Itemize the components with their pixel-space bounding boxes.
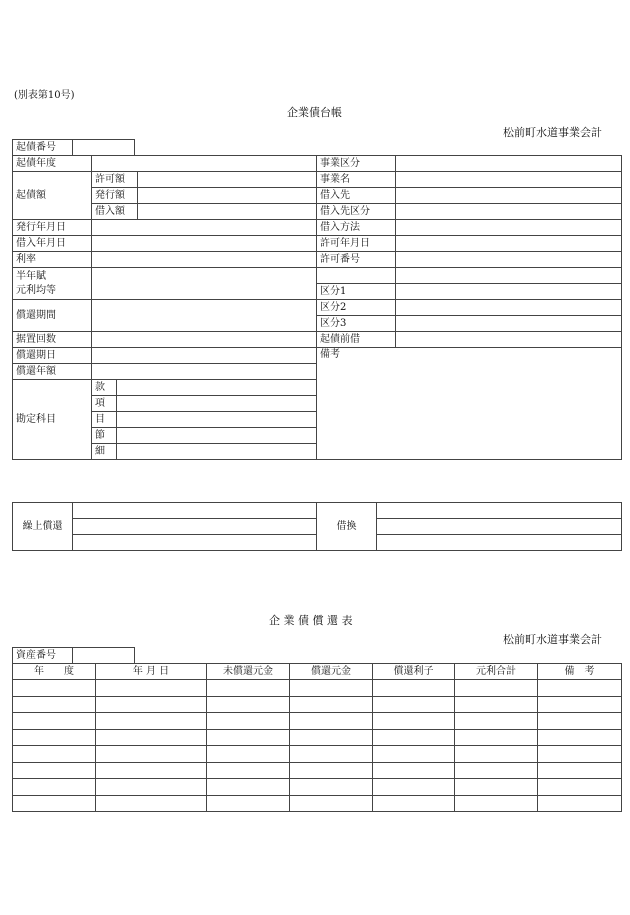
organization-name: 松前町水道事業会計: [503, 126, 602, 139]
schedule-cell[interactable]: [538, 779, 622, 796]
schedule-cell[interactable]: [373, 746, 455, 763]
label-moku: 目: [92, 412, 117, 428]
schedule-cell[interactable]: [13, 746, 96, 763]
label-lender: 借入先: [317, 188, 396, 204]
ledger-title: 企業債台帳: [287, 106, 342, 119]
label-kan: 款: [92, 380, 117, 396]
value-semiannual[interactable]: [92, 268, 317, 300]
label-semiannual-line2: 元利均等: [16, 284, 56, 296]
value-interest-rate[interactable]: [92, 252, 317, 268]
early-repayment-table: [12, 502, 622, 551]
schedule-cell[interactable]: [207, 762, 290, 779]
early-repay-row-3[interactable]: [73, 535, 317, 551]
schedule-header-row: [13, 664, 622, 680]
label-div3: 区分3: [317, 316, 396, 332]
value-business-type[interactable]: [396, 156, 622, 172]
schedule-organization-name: 松前町水道事業会計: [503, 633, 602, 646]
remarks-cell[interactable]: [317, 348, 622, 460]
value-borrowed-amount[interactable]: [138, 204, 317, 220]
label-blank: [317, 268, 396, 284]
schedule-cell[interactable]: [96, 762, 207, 779]
schedule-cell[interactable]: [290, 729, 373, 746]
value-repay-annual[interactable]: [92, 364, 317, 380]
schedule-cell[interactable]: [290, 696, 373, 713]
schedule-cell[interactable]: [207, 729, 290, 746]
value-div3[interactable]: [396, 316, 622, 332]
document-ref: (別表第10号): [14, 90, 75, 101]
schedule-cell[interactable]: [290, 795, 373, 812]
value-blank[interactable]: [396, 268, 622, 284]
label-borrowed-amount: 借入額: [92, 204, 138, 220]
value-pre-bond[interactable]: [396, 332, 622, 348]
schedule-row: [13, 713, 622, 730]
schedule-cell[interactable]: [538, 795, 622, 812]
label-refinance: 借換: [317, 503, 377, 551]
schedule-cell[interactable]: [455, 729, 538, 746]
schedule-cell[interactable]: [373, 795, 455, 812]
label-permit-date: 許可年月日: [317, 236, 396, 252]
schedule-cell[interactable]: [96, 746, 207, 763]
schedule-cell[interactable]: [290, 762, 373, 779]
col-year: 年 度: [13, 664, 96, 680]
label-borrow-date: 借入年月日: [13, 236, 92, 252]
label-lender-type: 借入先区分: [317, 204, 396, 220]
label-issue-year: 起債年度: [13, 156, 92, 172]
col-total: 元利合計: [455, 664, 538, 680]
label-grace-count: 据置回数: [13, 332, 92, 348]
label-div1: 区分1: [317, 284, 396, 300]
value-div2[interactable]: [396, 300, 622, 316]
label-account-title: 勘定科目: [13, 380, 92, 460]
label-bond-amount: 起債額: [13, 172, 92, 220]
label-kou: 項: [92, 396, 117, 412]
label-permit-amount: 許可額: [92, 172, 138, 188]
bond-ledger-table: [12, 155, 622, 460]
bond-number-label: 起債番号: [13, 140, 73, 156]
schedule-cell[interactable]: [13, 795, 96, 812]
schedule-cell[interactable]: [207, 779, 290, 796]
value-moku[interactable]: [117, 412, 317, 428]
value-sai[interactable]: [117, 444, 317, 460]
schedule-cell[interactable]: [96, 729, 207, 746]
schedule-row: [13, 746, 622, 763]
schedule-cell[interactable]: [455, 746, 538, 763]
label-pre-bond: 起債前借: [317, 332, 396, 348]
early-repay-row-2[interactable]: [73, 519, 317, 535]
schedule-cell[interactable]: [373, 680, 455, 697]
schedule-cell[interactable]: [538, 762, 622, 779]
schedule-cell[interactable]: [207, 696, 290, 713]
schedule-cell[interactable]: [207, 795, 290, 812]
label-early-repay: 繰上償還: [13, 503, 73, 551]
label-setsu: 節: [92, 428, 117, 444]
schedule-cell[interactable]: [373, 713, 455, 730]
schedule-cell[interactable]: [538, 680, 622, 697]
schedule-cell[interactable]: [538, 696, 622, 713]
schedule-cell[interactable]: [290, 746, 373, 763]
schedule-cell[interactable]: [13, 762, 96, 779]
asset-number-table: [12, 647, 135, 664]
schedule-cell[interactable]: [290, 779, 373, 796]
value-permit-amount[interactable]: [138, 172, 317, 188]
schedule-cell[interactable]: [455, 762, 538, 779]
label-sai: 細: [92, 444, 117, 460]
label-repay-date: 償還期日: [13, 348, 92, 364]
asset-number-label: 資産番号: [13, 648, 73, 664]
asset-number-value[interactable]: [73, 648, 135, 664]
schedule-cell[interactable]: [455, 696, 538, 713]
schedule-cell[interactable]: [13, 696, 96, 713]
value-kan[interactable]: [117, 380, 317, 396]
schedule-cell[interactable]: [373, 762, 455, 779]
schedule-row: [13, 762, 622, 779]
value-kou[interactable]: [117, 396, 317, 412]
value-issued-amount[interactable]: [138, 188, 317, 204]
schedule-cell[interactable]: [13, 779, 96, 796]
label-semiannual-line1: 半年賦: [16, 270, 46, 282]
schedule-title: 企 業 債 償 還 表: [269, 614, 353, 627]
label-issued-amount: 発行額: [92, 188, 138, 204]
label-business-name: 事業名: [317, 172, 396, 188]
value-div1[interactable]: [396, 284, 622, 300]
value-permit-date[interactable]: [396, 236, 622, 252]
value-borrow-date[interactable]: [92, 236, 317, 252]
label-repay-annual: 償還年額: [13, 364, 92, 380]
schedule-row: [13, 680, 622, 697]
label-repay-period: 償還期間: [13, 300, 92, 332]
schedule-cell[interactable]: [538, 729, 622, 746]
label-permit-number: 許可番号: [317, 252, 396, 268]
schedule-cell[interactable]: [290, 680, 373, 697]
value-lender[interactable]: [396, 188, 622, 204]
label-borrow-method: 借入方法: [317, 220, 396, 236]
value-issue-date[interactable]: [92, 220, 317, 236]
schedule-cell[interactable]: [455, 795, 538, 812]
schedule-body: [13, 680, 622, 812]
schedule-cell[interactable]: [96, 696, 207, 713]
label-div2: 区分2: [317, 300, 396, 316]
bond-number-value[interactable]: [73, 140, 135, 156]
schedule-row: [13, 729, 622, 746]
col-date: 年 月 日: [96, 664, 207, 680]
schedule-cell[interactable]: [13, 729, 96, 746]
schedule-cell[interactable]: [455, 713, 538, 730]
schedule-cell[interactable]: [207, 713, 290, 730]
label-issue-date: 発行年月日: [13, 220, 92, 236]
value-repay-period[interactable]: [92, 300, 317, 332]
schedule-cell[interactable]: [455, 680, 538, 697]
repayment-schedule-table: [12, 663, 622, 812]
label-semiannual: [13, 268, 92, 300]
schedule-row: [13, 795, 622, 812]
value-repay-date[interactable]: [92, 348, 317, 364]
label-business-type: 事業区分: [317, 156, 396, 172]
schedule-cell[interactable]: [13, 680, 96, 697]
value-business-name[interactable]: [396, 172, 622, 188]
schedule-cell[interactable]: [373, 729, 455, 746]
refinance-row-2[interactable]: [377, 519, 622, 535]
schedule-cell[interactable]: [290, 713, 373, 730]
col-interest-repaid: 償還利子: [373, 664, 455, 680]
col-remarks: 備 考: [538, 664, 622, 680]
col-principal-repaid: 償還元金: [290, 664, 373, 680]
value-borrow-method[interactable]: [396, 220, 622, 236]
value-lender-type[interactable]: [396, 204, 622, 220]
schedule-cell[interactable]: [96, 680, 207, 697]
label-interest-rate: 利率: [13, 252, 92, 268]
value-permit-number[interactable]: [396, 252, 622, 268]
schedule-cell[interactable]: [538, 746, 622, 763]
early-repay-row-1[interactable]: [73, 503, 317, 519]
schedule-cell[interactable]: [96, 713, 207, 730]
schedule-cell[interactable]: [96, 779, 207, 796]
schedule-cell[interactable]: [455, 779, 538, 796]
schedule-cell[interactable]: [538, 713, 622, 730]
schedule-row: [13, 696, 622, 713]
refinance-row-3[interactable]: [377, 535, 622, 551]
refinance-row-1[interactable]: [377, 503, 622, 519]
schedule-cell[interactable]: [96, 795, 207, 812]
value-grace-count[interactable]: [92, 332, 317, 348]
schedule-row: [13, 779, 622, 796]
label-remarks: 備考: [320, 349, 341, 360]
schedule-cell[interactable]: [207, 680, 290, 697]
schedule-cell[interactable]: [373, 779, 455, 796]
schedule-cell[interactable]: [207, 746, 290, 763]
value-setsu[interactable]: [117, 428, 317, 444]
schedule-cell[interactable]: [373, 696, 455, 713]
schedule-cell[interactable]: [13, 713, 96, 730]
value-issue-year[interactable]: [92, 156, 317, 172]
col-unpaid-principal: 未償還元金: [207, 664, 290, 680]
bond-number-table: [12, 139, 135, 156]
